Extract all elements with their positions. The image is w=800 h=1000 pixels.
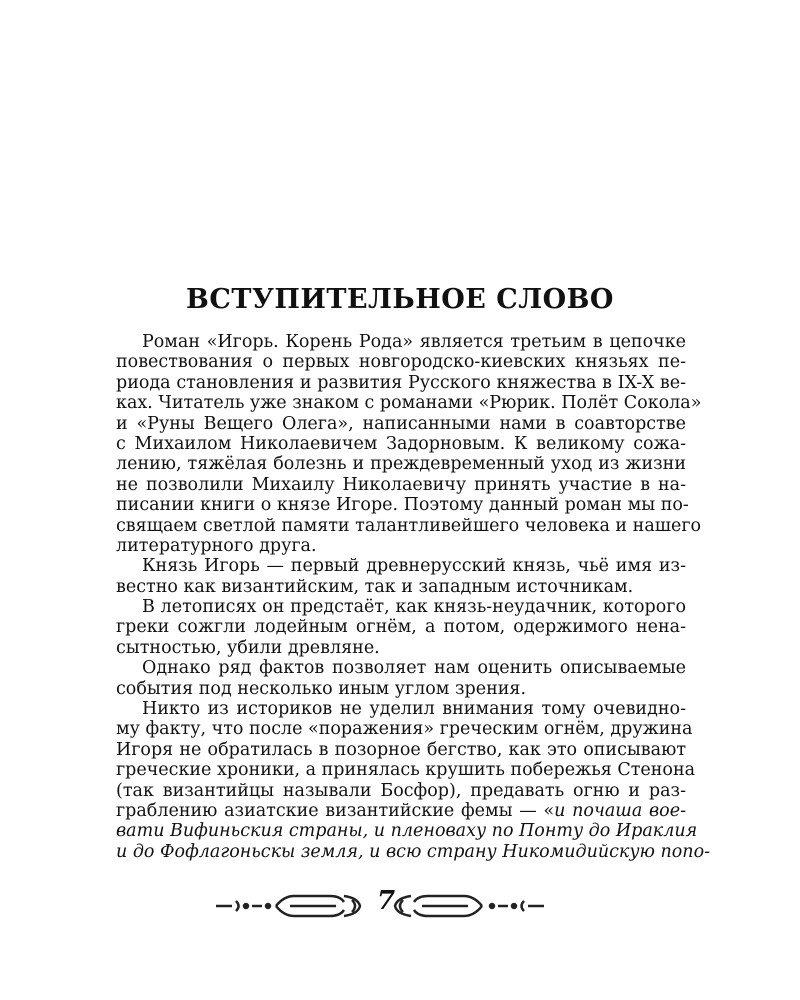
line-text: лению, тяжёлая болезнь и преждевременный уход из жизни (116, 454, 686, 475)
line-text: писании книги о князе Игоре. Поэтому данный роман мы по- (116, 495, 689, 516)
text-line (116, 597, 686, 617)
text-line (116, 781, 686, 801)
quote-text: и до Фофлагоньскы земля, и всю страну Никомидийскую попо- (116, 841, 711, 862)
line-text: Однако ряд фактов позволяет нам оценить описываемые (142, 658, 686, 679)
text-line (116, 841, 711, 862)
line-text: греки сожгли лодейным огнём, а потом, одержимого нена- (116, 617, 686, 638)
text-line (116, 434, 686, 454)
text-line (116, 821, 698, 842)
text-line (116, 740, 686, 760)
text-line (116, 393, 702, 414)
text-line (116, 719, 693, 740)
line-text: не позволили Михаилу Николаевичу принять участие в на- (116, 474, 686, 495)
quote-text: вати Вифиньския страны, и пленоваху по Понту до Ираклия (116, 821, 698, 842)
line-text: вестно как византийским, так и западным источникам. (116, 576, 634, 597)
line-text: и «Руны Вещего Олега», написанными нами в соавторстве (116, 413, 686, 434)
text-line (116, 556, 686, 576)
line-text: му факту, что после «поражения» греческим огнём, дружина (116, 719, 693, 740)
line-text: с Михаилом Николаевичем Задорновым. К великому сожа- (116, 433, 686, 454)
line-text: Роман «Игорь. Корень Рода» является третьим в цепочке (142, 332, 686, 352)
body-text (116, 332, 711, 862)
text-line (116, 658, 686, 678)
line-text: Игоря не обратилась в позорное бегство, как это описывают (116, 739, 686, 760)
line-text: ках. Читатель уже знаком с романами «Рюрик. Полёт Сокола» (116, 393, 702, 414)
text-line (116, 679, 686, 699)
text-line (116, 536, 686, 556)
line-text: сытностью, убили древляне. (116, 637, 380, 658)
text-line (116, 760, 696, 781)
text-line (116, 352, 686, 372)
text-line (116, 373, 686, 393)
text-line (116, 801, 686, 821)
text-line (116, 699, 686, 719)
line-text: литературного друга. (116, 535, 317, 556)
text-line (116, 475, 686, 495)
line-text: свящаем светлой памяти талантливейшего человека и нашего (116, 515, 702, 536)
text-line (116, 332, 686, 352)
line-text: греческие хроники, а принялась крушить побережья Стенона (116, 760, 696, 781)
line-text: В летописях он предстаёт, как князь-неудачник, которого (142, 597, 686, 618)
page-title: ВСТУПИТЕЛЬНОЕ СЛОВО (186, 284, 614, 315)
text-line (116, 577, 686, 597)
line-text: граблению азиатские византийские фемы — « (116, 800, 555, 821)
text-line (116, 414, 686, 434)
text-line (116, 495, 689, 516)
line-text: (так византийцы называли Босфор), предавать огню и раз- (116, 780, 686, 801)
line-text: повествования о первых новгородско-киевских князьях пе- (116, 352, 686, 373)
line-text: риода становления и развития Русского княжества в IX-X ве- (116, 372, 686, 393)
line-text: Князь Игорь — первый древнерусский князь, чьё имя из- (142, 556, 686, 577)
line-text: события под несколько иным углом зрения. (116, 678, 527, 699)
page-number: 7 (376, 886, 396, 916)
quote-text: и почаша вое- (554, 800, 686, 821)
line-text: Никто из историков не уделил внимания тому очевидно- (142, 699, 686, 720)
text-line (116, 454, 686, 474)
text-line (116, 515, 702, 536)
text-line (116, 638, 686, 658)
text-line (116, 617, 686, 637)
